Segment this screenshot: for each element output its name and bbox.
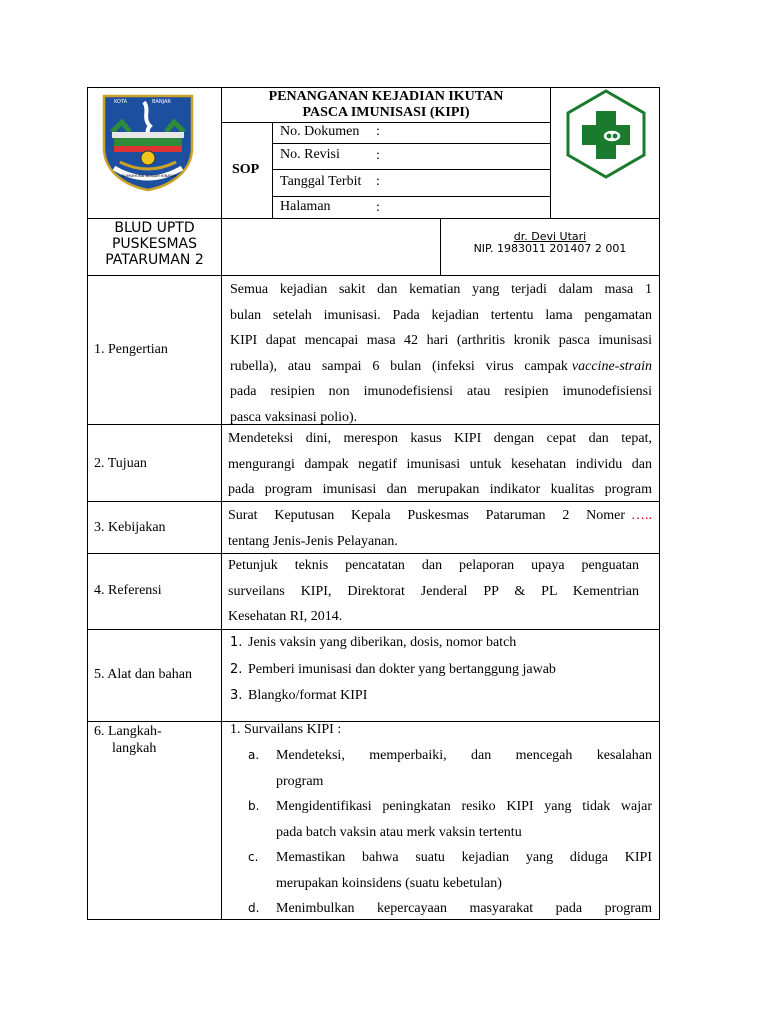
field-halaman-label: Halaman [280, 199, 331, 214]
langkah-item-d-letter: d. [248, 901, 260, 915]
section-alat-label: 5. Alat dan bahan [94, 667, 192, 682]
pengertian-line-2: bulan setelah imunisasi. Pada kejadian tertentu lama pengamatan [230, 307, 652, 323]
puskesmas-logo [565, 89, 647, 179]
langkah-item-b-letter: b. [248, 799, 260, 813]
langkah-item-b-line-1: Mengidentifikasi peningkatan resiko KIPI yang tidak wajar [276, 799, 652, 814]
org-line-2: PUSKESMAS [111, 236, 198, 252]
tujuan-line-1: Mendeteksi dini, merespon kasus KIPI dengan cepat dan tepat, [228, 431, 652, 446]
pengertian-vaccine-strain: vaccine-strain [571, 358, 652, 374]
kebijakan-line-2: tentang Jenis-Jenis Pelayanan. [228, 533, 398, 549]
section-pengertian-label: 1. Pengertian [94, 342, 168, 357]
langkah-item-c-letter: c. [248, 850, 259, 864]
alat-item-2 [230, 657, 650, 684]
langkah-item-b-line-2: pada batch vaksin atau merk vaksin tertentu [276, 824, 522, 840]
langkah-item-c-line-1: Memastikan bahwa suatu kejadian yang diduga KIPI [276, 850, 652, 865]
section-langkah-label [94, 723, 162, 757]
section-referensi-body [228, 553, 639, 630]
pengertian-line-5: pada resipien non imunodefisiensi atau resipien imunodefisiensi [230, 384, 652, 399]
pengertian-line-6: pasca vaksinasi polio). [230, 409, 358, 425]
langkah-item-c [248, 845, 652, 896]
langkah-item-a-line-2: program [276, 773, 324, 789]
alat-item-3 [230, 683, 650, 710]
langkah-label-line-1: 6. Langkah- [94, 724, 162, 739]
tujuan-line-2: mengurangi dampak negatif imunisasi untuk kesehatan individu dan [228, 456, 652, 472]
langkah-item-a [248, 743, 652, 794]
field-tanggal-terbit-label: Tanggal Terbit [280, 174, 362, 189]
kebijakan-line-1-text: Surat Keputusan Kepala Puskesmas Pataruman 2 Nomer [228, 508, 625, 523]
pengertian-line-1: Semua kejadian sakit dan kematian yang terjadi dalam masa 1 [230, 282, 652, 297]
document-title [221, 89, 551, 121]
alat-item-3-num: 3. [230, 688, 243, 703]
alat-item-1-text: Jenis vaksin yang diberikan, dosis, nomor batch [248, 635, 517, 650]
langkah-label-line-2: langkah [112, 741, 157, 756]
pengertian-line-3: KIPI dapat mencapai masa 42 hari (arthritis kronik pasca imunisasi [230, 333, 652, 348]
kebijakan-line-1 [228, 503, 652, 529]
field-no-dokumen-label: No. Dokumen [280, 124, 360, 139]
section-kebijakan-label: 3. Kebijakan [94, 520, 166, 535]
pengertian-line-4-text: rubella), atau sampai 6 bulan (infeksi virus campak [230, 358, 568, 374]
section-pengertian-body [230, 277, 652, 430]
referensi-line-3: Kesehatan RI, 2014. [228, 609, 343, 624]
pengertian-line-4 [230, 354, 652, 380]
field-halaman-sep: : [376, 200, 380, 215]
section-tujuan-body [228, 426, 652, 503]
signer-block [441, 231, 659, 255]
field-tanggal-terbit-sep: : [376, 174, 380, 189]
logo-text-banjar: BANJAR [152, 99, 171, 105]
section-tujuan-label: 2. Tujuan [94, 456, 147, 471]
field-no-revisi-sep: : [376, 148, 380, 163]
langkah-heading: 1. Survailans KIPI : [230, 722, 342, 737]
title-line-1: PENANGANAN KEJADIAN IKUTAN [268, 89, 504, 104]
org-name [88, 220, 221, 268]
alat-item-2-text: Pemberi imunisasi dan dokter yang bertanggung jawab [248, 661, 556, 677]
alat-item-1 [230, 630, 650, 657]
kebijakan-nomor-placeholder: ….. [631, 508, 652, 523]
field-no-dokumen-sep: : [376, 124, 380, 139]
langkah-item-a-line-1: Mendeteksi, memperbaiki, dan mencegah kesalahan [276, 748, 652, 763]
signer-name: dr. Devi Utari [513, 230, 587, 243]
alat-item-3-text: Blangko/format KIPI [248, 688, 368, 703]
signer-nip: NIP. 1983011 201407 2 001 [473, 242, 627, 255]
section-kebijakan-body [228, 503, 652, 554]
alat-item-1-num: 1. [230, 635, 243, 650]
field-no-revisi-label: No. Revisi [280, 147, 340, 162]
langkah-subitems [248, 743, 652, 922]
alat-item-2-num: 2. [230, 661, 243, 677]
kota-banjar-logo [100, 92, 196, 192]
langkah-item-d-line-1: Menimbulkan kepercayaan masyarakat pada program [276, 901, 652, 916]
sop-label: SOP [232, 162, 260, 177]
section-referensi-label: 4. Referensi [94, 583, 162, 598]
logo-motto: SUMUHUNA BANJAR KINASIH [122, 173, 177, 178]
langkah-item-c-line-2: merupakan koinsidens (suatu kebetulan) [276, 875, 502, 891]
org-line-1: BLUD UPTD [114, 220, 195, 236]
referensi-line-1: Petunjuk teknis pencatatan dan pelaporan upaya penguatan [228, 558, 639, 573]
referensi-line-2: surveilans KIPI, Direktorat Jenderal PP & PL Kementrian [228, 583, 639, 599]
section-alat-list [230, 630, 650, 710]
tujuan-line-3: pada program imunisasi dan merupakan indikator kualitas program [228, 482, 652, 497]
langkah-item-d [248, 896, 652, 922]
logo-text-kota: KOTA [114, 99, 128, 105]
langkah-item-b [248, 794, 652, 845]
langkah-item-a-letter: a. [248, 748, 260, 762]
title-line-2: PASCA IMUNISASI (KIPI) [302, 105, 470, 120]
org-line-3: PATARUMAN 2 [105, 252, 204, 268]
